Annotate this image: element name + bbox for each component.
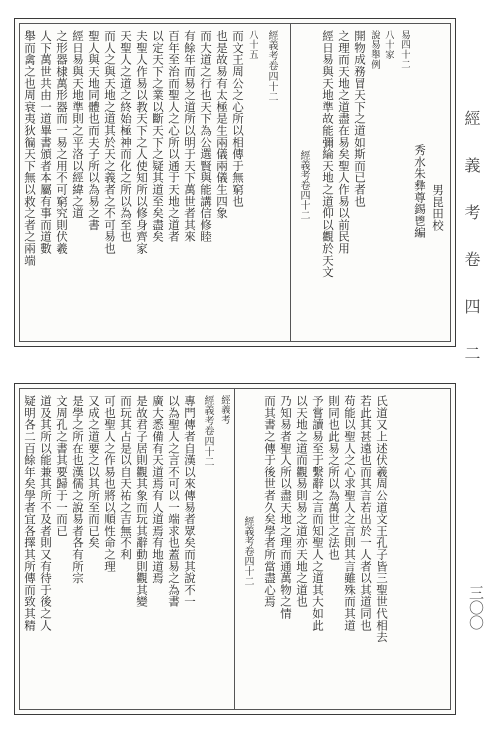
text-column: 有餘年而易之道所以明于天下萬世者其來: [183, 30, 197, 243]
text-column: 而玩其占是以自天祐之吉無不利: [119, 395, 133, 561]
text-column: 廣大悉備有天道焉有人道焉有地道焉: [151, 395, 165, 584]
text-column: 之形器棣萬形器而一易之用不可窮究則伏羲: [55, 30, 69, 255]
text-column: 則同也此易之所以為萬世之法也: [327, 395, 341, 561]
editor-credit: 秀水朱彝尊錫鬯編: [413, 144, 427, 239]
text-column: 聖人與天地同體也而夫子所以為易之書: [87, 30, 101, 231]
collator-credit: 男昆田校: [431, 184, 445, 232]
section-label: 易四十二: [399, 30, 410, 70]
text-column: 八十家: [383, 30, 394, 60]
text-column: 以天地之道而觀易則易之道亦天地之道也: [295, 395, 309, 608]
section-heading: 說易舉例: [369, 30, 380, 70]
text-column: 經日易與天地準故能彌綸天地之道仰以觀於天文: [321, 30, 335, 278]
text-column: 是學之所在也漢儒之說易者各有所宗: [71, 395, 85, 584]
text-column: 苟能以聖人之心求聖人之言則其言雖殊而其道: [343, 395, 357, 631]
text-column: 予嘗讀易至于繫辭之言而知聖人之道其大如此: [311, 395, 325, 631]
text-column: 天聖人之道之終始極神而化之所以為至也: [119, 30, 133, 243]
text-column: 而人之與天地之道其於天之義者之不可易也: [103, 30, 117, 255]
upper-page-spine: 經義考卷四十二: [290, 24, 313, 341]
text-column: 舉而禽之也周衰夷狄徧天下無以救之者之兩端: [23, 30, 37, 266]
text-column: 可也聖人之作易也將以順性命之理: [103, 395, 117, 572]
text-column: 八十五: [247, 30, 258, 60]
text-column: 文周孔之書其要歸于一而已: [55, 395, 69, 537]
upper-page: [14, 18, 456, 347]
section-heading: 經義考: [219, 395, 230, 425]
text-column: 經日易與天地準則之平洛以經緯之道: [71, 30, 85, 219]
text-column: 之理而天地之道盡在易矣聖人作易以前民用: [337, 30, 351, 255]
upper-page-frame: [19, 23, 451, 342]
text-column: 而文王周公之心所以相傳于無窮也: [231, 30, 245, 207]
text-column: 也是故易有太極是生兩儀兩儀生四象: [215, 30, 229, 219]
text-column: 以為聖人之言不可以一端求也蓋易之為書: [167, 395, 181, 608]
text-column: 人下萬世共由一道畢書頒者本屬有事而道數: [39, 30, 53, 255]
text-column: 而大道之行也天下為公選賢與能講信修睦: [199, 30, 213, 243]
lower-page-frame: [19, 388, 451, 710]
text-column: 又成之道要之以其所至而已矣: [87, 395, 101, 549]
page-number: 三〇〇: [467, 585, 485, 630]
text-column: 道及其所以能兼其所不及者則又有待于後之人: [39, 395, 53, 631]
page-header: 經義考卷四十二: [202, 395, 213, 468]
text-column: 疑明各二百餘年矣學者宜各擇其所傳而致其精: [23, 395, 37, 631]
text-column: 專門傳者自漢以來傳易者眾矣而其說不一: [183, 395, 197, 608]
text-column: 是故君子居則觀其象而玩其辭動則觀其變: [135, 395, 149, 608]
text-column: 開物成務冒天下之道如斯而已者也: [353, 30, 367, 207]
text-column: 乃知易者聖人所以盡天地之理而通萬物之情: [279, 395, 293, 620]
text-column: 而其書之傳于後世者久矣學者所當盡心焉: [263, 395, 277, 608]
text-column: 百年至治而聖人之心所以通于天地之道者: [167, 30, 181, 243]
text-column: 夫聖人作易以教天下之人使知所以修身齊家: [135, 30, 149, 255]
page-header: 經義考卷四十二: [266, 30, 277, 103]
text-column: 氏道又上述伏羲周公道文王孔子皆三聖世代相去: [375, 395, 389, 643]
text-column: 以定天下之業以斷天下之疑其道至矣盡矣: [151, 30, 165, 243]
text-column: 若此其甚遠也而其言若出於一人者以其道同也: [359, 395, 373, 631]
book-side-title: 經 義 考 卷 四 二: [462, 110, 481, 367]
lower-page-spine: 經義考卷四十二: [234, 389, 257, 709]
lower-page: [14, 383, 456, 715]
